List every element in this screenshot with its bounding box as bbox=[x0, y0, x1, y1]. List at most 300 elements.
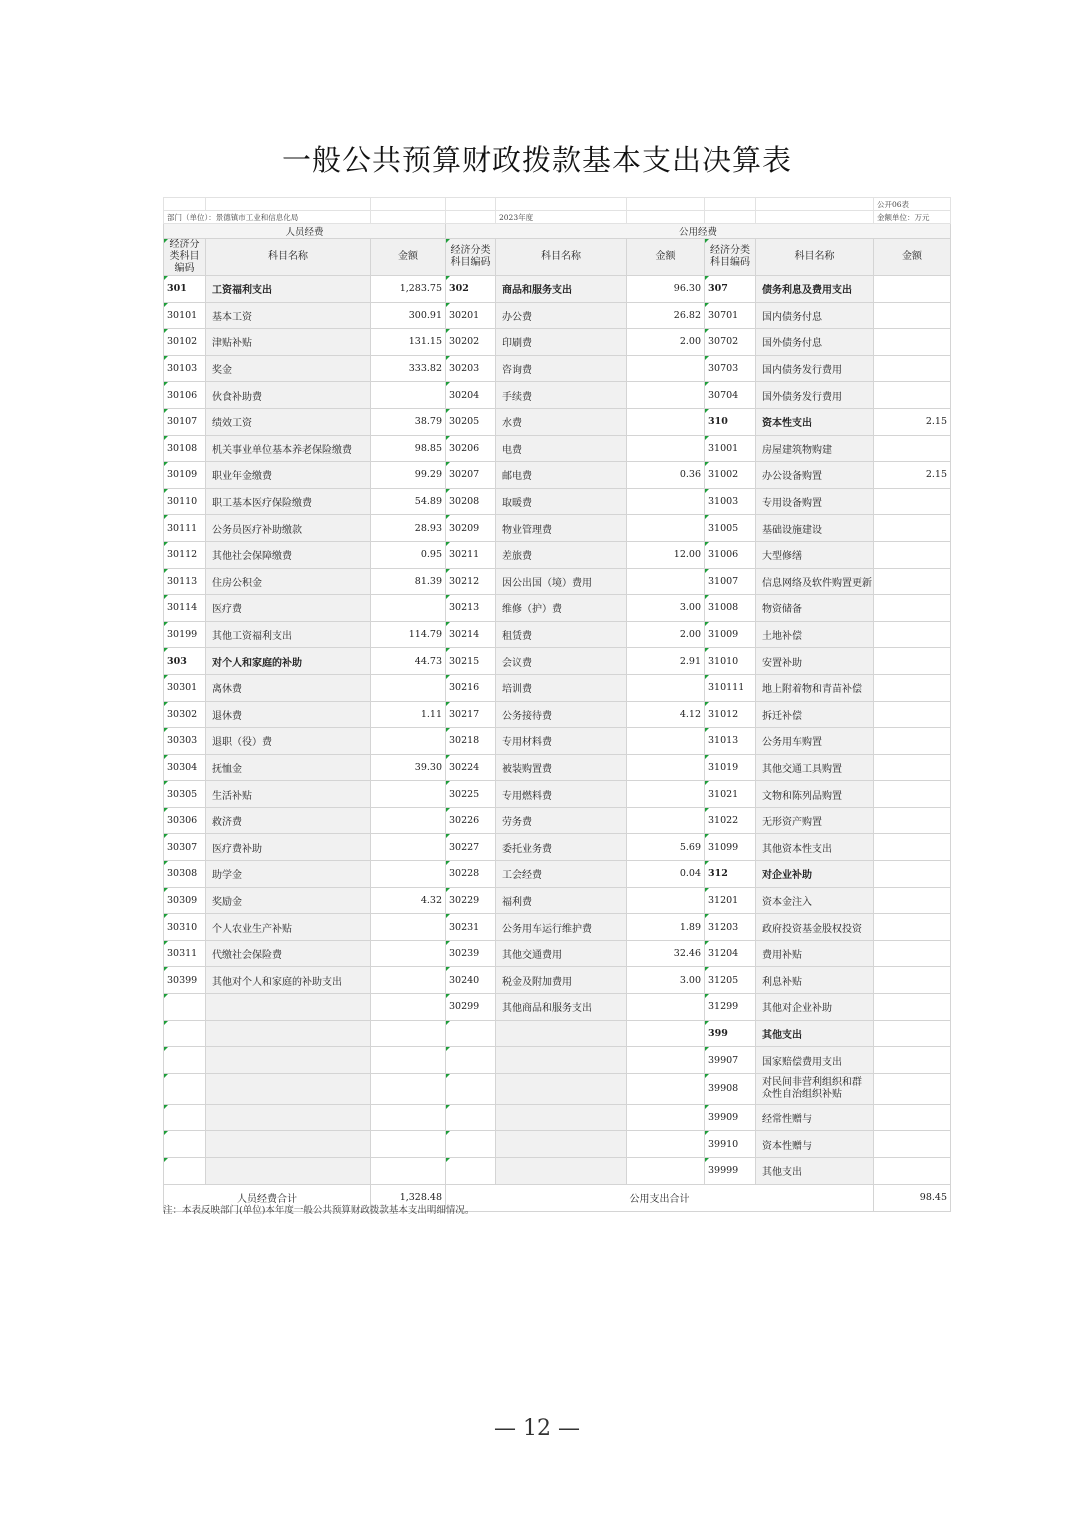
subject-cell-2: 会议费 bbox=[496, 648, 627, 675]
subject-cell-1: 职工基本医疗保险缴费 bbox=[206, 488, 371, 515]
code-cell-3: 31002 bbox=[705, 462, 756, 489]
amount-cell-2 bbox=[627, 1104, 705, 1131]
amount-cell-2 bbox=[627, 887, 705, 914]
subject-cell-2: 专用燃料费 bbox=[496, 781, 627, 808]
code-cell-1: 30399 bbox=[164, 967, 206, 994]
code-cell-1: 30199 bbox=[164, 621, 206, 648]
col-code-1: 经济分类科目编码 bbox=[164, 239, 206, 276]
subject-cell-3: 对民间非营利组织和群众性自治组织补贴 bbox=[756, 1073, 874, 1104]
amount-cell-3 bbox=[874, 648, 951, 675]
code-cell-3: 31001 bbox=[705, 435, 756, 462]
code-cell-1 bbox=[164, 1073, 206, 1104]
amount-cell-2 bbox=[627, 994, 705, 1021]
amount-cell-1 bbox=[371, 674, 446, 701]
subject-cell-2: 维修（护）费 bbox=[496, 595, 627, 622]
subject-cell-1: 个人农业生产补贴 bbox=[206, 914, 371, 941]
amount-cell-3 bbox=[874, 1047, 951, 1074]
subject-cell-3: 地上附着物和青苗补偿 bbox=[756, 674, 874, 701]
code-cell-2: 30207 bbox=[446, 462, 496, 489]
amount-cell-3 bbox=[874, 595, 951, 622]
code-cell-2: 30240 bbox=[446, 967, 496, 994]
code-cell-3: 31203 bbox=[705, 914, 756, 941]
code-cell-3: 31013 bbox=[705, 728, 756, 755]
amount-cell-1: 1,283.75 bbox=[371, 276, 446, 303]
amount-cell-2 bbox=[627, 382, 705, 409]
code-cell-2 bbox=[446, 1104, 496, 1131]
table-row bbox=[164, 887, 951, 914]
code-cell-3: 31007 bbox=[705, 568, 756, 595]
code-cell-3: 31299 bbox=[705, 994, 756, 1021]
year-label: 2023年度 bbox=[496, 211, 627, 224]
amount-cell-2: 5.69 bbox=[627, 834, 705, 861]
code-cell-1 bbox=[164, 1020, 206, 1047]
table-row bbox=[164, 515, 951, 542]
amount-cell-3 bbox=[874, 1020, 951, 1047]
code-cell-3: 31201 bbox=[705, 887, 756, 914]
code-cell-2: 30239 bbox=[446, 940, 496, 967]
page-number: — 12 — bbox=[494, 1416, 580, 1441]
table-row bbox=[164, 568, 951, 595]
code-cell-2: 30227 bbox=[446, 834, 496, 861]
subject-cell-1: 医疗费补助 bbox=[206, 834, 371, 861]
subject-cell-2 bbox=[496, 1047, 627, 1074]
table-row bbox=[164, 940, 951, 967]
subject-cell-2: 委托业务费 bbox=[496, 834, 627, 861]
code-cell-1: 30305 bbox=[164, 781, 206, 808]
code-cell-1: 30111 bbox=[164, 515, 206, 542]
amount-cell-1 bbox=[371, 994, 446, 1021]
code-cell-3: 31006 bbox=[705, 541, 756, 568]
code-cell-3: 310111 bbox=[705, 674, 756, 701]
code-cell-1: 30306 bbox=[164, 807, 206, 834]
subject-cell-3: 国外债务发行费用 bbox=[756, 382, 874, 409]
amount-cell-3 bbox=[874, 807, 951, 834]
code-cell-2: 30225 bbox=[446, 781, 496, 808]
subject-cell-2: 印刷费 bbox=[496, 329, 627, 356]
subject-cell-1: 生活补贴 bbox=[206, 781, 371, 808]
amount-cell-2 bbox=[627, 1020, 705, 1047]
subject-cell-1 bbox=[206, 1104, 371, 1131]
subject-cell-1: 公务员医疗补助缴款 bbox=[206, 515, 371, 542]
subject-cell-3: 债务利息及费用支出 bbox=[756, 276, 874, 303]
subject-cell-2: 福利费 bbox=[496, 887, 627, 914]
subject-cell-3: 公务用车购置 bbox=[756, 728, 874, 755]
code-cell-2: 30217 bbox=[446, 701, 496, 728]
subject-cell-3: 对企业补助 bbox=[756, 861, 874, 888]
code-cell-1 bbox=[164, 1104, 206, 1131]
amount-cell-1: 0.95 bbox=[371, 541, 446, 568]
subject-cell-1: 机关事业单位基本养老保险缴费 bbox=[206, 435, 371, 462]
amount-cell-1 bbox=[371, 807, 446, 834]
amount-cell-1 bbox=[371, 1047, 446, 1074]
col-name-1: 科目名称 bbox=[206, 239, 371, 276]
subject-cell-3: 基础设施建设 bbox=[756, 515, 874, 542]
subject-cell-3: 房屋建筑物购建 bbox=[756, 435, 874, 462]
subject-cell-1: 绩效工资 bbox=[206, 408, 371, 435]
amount-cell-3 bbox=[874, 781, 951, 808]
amount-cell-1: 44.73 bbox=[371, 648, 446, 675]
col-amount-2: 金额 bbox=[627, 239, 705, 276]
subject-cell-3: 其他支出 bbox=[756, 1158, 874, 1185]
subject-cell-1: 工资福利支出 bbox=[206, 276, 371, 303]
subject-cell-3: 信息网络及软件购置更新 bbox=[756, 568, 874, 595]
code-cell-2: 302 bbox=[446, 276, 496, 303]
subject-cell-1: 退职（役）费 bbox=[206, 728, 371, 755]
amount-cell-1: 114.79 bbox=[371, 621, 446, 648]
code-cell-3: 31003 bbox=[705, 488, 756, 515]
subject-cell-2: 办公费 bbox=[496, 302, 627, 329]
code-cell-1 bbox=[164, 1131, 206, 1158]
amount-cell-2: 2.00 bbox=[627, 621, 705, 648]
amount-cell-1: 81.39 bbox=[371, 568, 446, 595]
subject-cell-3: 国外债务付息 bbox=[756, 329, 874, 356]
subject-cell-1: 离休费 bbox=[206, 674, 371, 701]
amount-cell-3 bbox=[874, 1104, 951, 1131]
table-row bbox=[164, 781, 951, 808]
amount-cell-1: 131.15 bbox=[371, 329, 446, 356]
table-row bbox=[164, 435, 951, 462]
code-cell-2: 30212 bbox=[446, 568, 496, 595]
amount-cell-2: 1.89 bbox=[627, 914, 705, 941]
amount-cell-1 bbox=[371, 595, 446, 622]
amount-cell-1 bbox=[371, 728, 446, 755]
code-cell-1: 30103 bbox=[164, 355, 206, 382]
code-cell-3: 31205 bbox=[705, 967, 756, 994]
amount-cell-2 bbox=[627, 781, 705, 808]
subject-cell-2: 公务接待费 bbox=[496, 701, 627, 728]
amount-cell-2: 12.00 bbox=[627, 541, 705, 568]
code-cell-1: 30304 bbox=[164, 754, 206, 781]
code-cell-2: 30211 bbox=[446, 541, 496, 568]
amount-cell-3: 2.15 bbox=[874, 462, 951, 489]
subject-cell-3: 资本性支出 bbox=[756, 408, 874, 435]
department-label: 部门（单位）：景德镇市工业和信息化局 bbox=[164, 211, 371, 224]
amount-cell-2 bbox=[627, 754, 705, 781]
column-header-row bbox=[164, 239, 951, 276]
subject-cell-2: 咨询费 bbox=[496, 355, 627, 382]
amount-cell-3 bbox=[874, 382, 951, 409]
amount-cell-3 bbox=[874, 940, 951, 967]
table-row bbox=[164, 728, 951, 755]
code-cell-2: 30228 bbox=[446, 861, 496, 888]
group-personnel: 人员经费 bbox=[164, 224, 446, 239]
subject-cell-2: 因公出国（境）费用 bbox=[496, 568, 627, 595]
subject-cell-3: 国家赔偿费用支出 bbox=[756, 1047, 874, 1074]
amount-cell-3 bbox=[874, 302, 951, 329]
amount-cell-2: 4.12 bbox=[627, 701, 705, 728]
amount-cell-2 bbox=[627, 674, 705, 701]
code-cell-2 bbox=[446, 1158, 496, 1185]
subject-cell-1: 对个人和家庭的补助 bbox=[206, 648, 371, 675]
subject-cell-2: 公务用车运行维护费 bbox=[496, 914, 627, 941]
amount-cell-2 bbox=[627, 1073, 705, 1104]
code-cell-2: 30201 bbox=[446, 302, 496, 329]
code-cell-1 bbox=[164, 994, 206, 1021]
code-cell-1: 30311 bbox=[164, 940, 206, 967]
code-cell-1: 30307 bbox=[164, 834, 206, 861]
code-cell-2 bbox=[446, 1131, 496, 1158]
subject-cell-1: 津贴补贴 bbox=[206, 329, 371, 356]
amount-cell-3 bbox=[874, 541, 951, 568]
code-cell-1: 30302 bbox=[164, 701, 206, 728]
code-cell-2: 30204 bbox=[446, 382, 496, 409]
subject-cell-1: 伙食补助费 bbox=[206, 382, 371, 409]
subject-cell-1: 救济费 bbox=[206, 807, 371, 834]
amount-cell-1: 54.89 bbox=[371, 488, 446, 515]
code-cell-3: 312 bbox=[705, 861, 756, 888]
code-cell-2 bbox=[446, 1020, 496, 1047]
table-note: 注：本表反映部门(单位)本年度一般公共预算财政拨款基本支出明细情况。 bbox=[163, 1205, 475, 1216]
table-row bbox=[164, 1020, 951, 1047]
amount-cell-3 bbox=[874, 435, 951, 462]
code-cell-3: 39909 bbox=[705, 1104, 756, 1131]
subject-cell-2 bbox=[496, 1131, 627, 1158]
subject-cell-3: 拆迁补偿 bbox=[756, 701, 874, 728]
table-row bbox=[164, 994, 951, 1021]
subject-cell-3: 费用补贴 bbox=[756, 940, 874, 967]
subject-cell-3: 资本性赠与 bbox=[756, 1131, 874, 1158]
amount-cell-2: 3.00 bbox=[627, 595, 705, 622]
table-row bbox=[164, 621, 951, 648]
amount-cell-3 bbox=[874, 329, 951, 356]
personnel-total-label: 人员经费合计 bbox=[164, 1184, 371, 1211]
code-cell-2 bbox=[446, 1047, 496, 1074]
code-cell-3: 399 bbox=[705, 1020, 756, 1047]
code-cell-2: 30209 bbox=[446, 515, 496, 542]
subject-cell-2: 劳务费 bbox=[496, 807, 627, 834]
table-row bbox=[164, 701, 951, 728]
code-cell-3: 31005 bbox=[705, 515, 756, 542]
amount-cell-1: 300.91 bbox=[371, 302, 446, 329]
subject-cell-1: 其他工资福利支出 bbox=[206, 621, 371, 648]
code-cell-2: 30203 bbox=[446, 355, 496, 382]
subject-cell-3: 经常性赠与 bbox=[756, 1104, 874, 1131]
subject-cell-2: 取暖费 bbox=[496, 488, 627, 515]
subject-cell-1 bbox=[206, 1131, 371, 1158]
personnel-total-amount: 1,328.48 bbox=[371, 1184, 446, 1211]
amount-cell-1 bbox=[371, 382, 446, 409]
subject-cell-3: 国内债务发行费用 bbox=[756, 355, 874, 382]
amount-cell-2 bbox=[627, 807, 705, 834]
amount-cell-2 bbox=[627, 408, 705, 435]
subject-cell-1: 住房公积金 bbox=[206, 568, 371, 595]
table-row bbox=[164, 834, 951, 861]
subject-cell-2 bbox=[496, 1073, 627, 1104]
table-row bbox=[164, 595, 951, 622]
code-cell-3: 31021 bbox=[705, 781, 756, 808]
subject-cell-1: 奖励金 bbox=[206, 887, 371, 914]
amount-cell-2 bbox=[627, 515, 705, 542]
amount-cell-1 bbox=[371, 1131, 446, 1158]
amount-cell-3 bbox=[874, 914, 951, 941]
code-cell-3: 31012 bbox=[705, 701, 756, 728]
amount-cell-2 bbox=[627, 1047, 705, 1074]
code-cell-1: 30110 bbox=[164, 488, 206, 515]
amount-cell-3 bbox=[874, 1073, 951, 1104]
unit-label: 金额单位：万元 bbox=[874, 211, 951, 224]
code-cell-1: 30309 bbox=[164, 887, 206, 914]
code-cell-2: 30206 bbox=[446, 435, 496, 462]
amount-cell-1 bbox=[371, 861, 446, 888]
subject-cell-1: 奖金 bbox=[206, 355, 371, 382]
code-cell-2: 30224 bbox=[446, 754, 496, 781]
code-cell-3: 307 bbox=[705, 276, 756, 303]
subject-cell-3: 资本金注入 bbox=[756, 887, 874, 914]
amount-cell-1: 39.30 bbox=[371, 754, 446, 781]
amount-cell-2 bbox=[627, 488, 705, 515]
amount-cell-2: 0.36 bbox=[627, 462, 705, 489]
code-cell-1: 30112 bbox=[164, 541, 206, 568]
code-cell-2: 30218 bbox=[446, 728, 496, 755]
subject-cell-2: 其他商品和服务支出 bbox=[496, 994, 627, 1021]
code-cell-1: 30107 bbox=[164, 408, 206, 435]
code-cell-1: 30113 bbox=[164, 568, 206, 595]
code-cell-3: 31022 bbox=[705, 807, 756, 834]
amount-cell-3 bbox=[874, 488, 951, 515]
code-cell-1: 30101 bbox=[164, 302, 206, 329]
code-cell-1: 30114 bbox=[164, 595, 206, 622]
code-cell-3: 30701 bbox=[705, 302, 756, 329]
amount-cell-2 bbox=[627, 1131, 705, 1158]
amount-cell-1: 28.93 bbox=[371, 515, 446, 542]
subject-cell-1: 医疗费 bbox=[206, 595, 371, 622]
table-row bbox=[164, 1104, 951, 1131]
code-cell-3: 30703 bbox=[705, 355, 756, 382]
subject-cell-2 bbox=[496, 1158, 627, 1185]
code-cell-2: 30202 bbox=[446, 329, 496, 356]
code-cell-3: 31009 bbox=[705, 621, 756, 648]
code-cell-2: 30299 bbox=[446, 994, 496, 1021]
subject-cell-3: 办公设备购置 bbox=[756, 462, 874, 489]
amount-cell-1 bbox=[371, 914, 446, 941]
amount-cell-1 bbox=[371, 1104, 446, 1131]
subject-cell-3: 其他支出 bbox=[756, 1020, 874, 1047]
table-row bbox=[164, 1131, 951, 1158]
code-cell-1: 30303 bbox=[164, 728, 206, 755]
public-total-amount: 98.45 bbox=[874, 1184, 951, 1211]
amount-cell-3 bbox=[874, 674, 951, 701]
code-cell-3: 39908 bbox=[705, 1073, 756, 1104]
col-name-3: 科目名称 bbox=[756, 239, 874, 276]
amount-cell-3 bbox=[874, 701, 951, 728]
amount-cell-1 bbox=[371, 834, 446, 861]
amount-cell-1 bbox=[371, 1020, 446, 1047]
code-cell-2: 30216 bbox=[446, 674, 496, 701]
amount-cell-3: 2.15 bbox=[874, 408, 951, 435]
subject-cell-3: 利息补贴 bbox=[756, 967, 874, 994]
amount-cell-3 bbox=[874, 728, 951, 755]
code-cell-3: 30704 bbox=[705, 382, 756, 409]
amount-cell-1: 4.32 bbox=[371, 887, 446, 914]
table-row bbox=[164, 1073, 951, 1104]
subject-cell-3: 其他资本性支出 bbox=[756, 834, 874, 861]
subject-cell-1: 其他社会保障缴费 bbox=[206, 541, 371, 568]
code-cell-3: 31019 bbox=[705, 754, 756, 781]
subject-cell-2: 专用材料费 bbox=[496, 728, 627, 755]
page-title: 一般公共预算财政拨款基本支出决算表 bbox=[281, 143, 792, 177]
amount-cell-3 bbox=[874, 834, 951, 861]
col-code-2: 经济分类科目编码 bbox=[446, 239, 496, 276]
table-row bbox=[164, 488, 951, 515]
meta-row-2 bbox=[164, 211, 951, 224]
table-row bbox=[164, 302, 951, 329]
code-cell-1 bbox=[164, 1158, 206, 1185]
code-cell-3: 39910 bbox=[705, 1131, 756, 1158]
code-cell-2: 30208 bbox=[446, 488, 496, 515]
amount-cell-3 bbox=[874, 994, 951, 1021]
amount-cell-2 bbox=[627, 435, 705, 462]
code-cell-1: 30308 bbox=[164, 861, 206, 888]
subject-cell-2: 租赁费 bbox=[496, 621, 627, 648]
code-cell-3: 30702 bbox=[705, 329, 756, 356]
code-cell-2: 30214 bbox=[446, 621, 496, 648]
subject-cell-1 bbox=[206, 1047, 371, 1074]
amount-cell-1 bbox=[371, 1073, 446, 1104]
table-row bbox=[164, 541, 951, 568]
subject-cell-2: 工会经费 bbox=[496, 861, 627, 888]
amount-cell-3 bbox=[874, 515, 951, 542]
amount-cell-2: 3.00 bbox=[627, 967, 705, 994]
code-cell-3: 31204 bbox=[705, 940, 756, 967]
table-row bbox=[164, 1047, 951, 1074]
amount-cell-2: 2.91 bbox=[627, 648, 705, 675]
subject-cell-2: 物业管理费 bbox=[496, 515, 627, 542]
amount-cell-1: 1.11 bbox=[371, 701, 446, 728]
table-row bbox=[164, 861, 951, 888]
subject-cell-1: 退休费 bbox=[206, 701, 371, 728]
amount-cell-1: 99.29 bbox=[371, 462, 446, 489]
amount-cell-1 bbox=[371, 967, 446, 994]
amount-cell-2: 32.46 bbox=[627, 940, 705, 967]
code-cell-3: 31010 bbox=[705, 648, 756, 675]
amount-cell-3 bbox=[874, 887, 951, 914]
subject-cell-3: 大型修缮 bbox=[756, 541, 874, 568]
code-cell-3: 31099 bbox=[705, 834, 756, 861]
code-cell-1 bbox=[164, 1047, 206, 1074]
subject-cell-1: 职业年金缴费 bbox=[206, 462, 371, 489]
amount-cell-3 bbox=[874, 568, 951, 595]
code-cell-3: 39907 bbox=[705, 1047, 756, 1074]
table-row bbox=[164, 967, 951, 994]
table-row bbox=[164, 914, 951, 941]
table-row bbox=[164, 674, 951, 701]
col-name-2: 科目名称 bbox=[496, 239, 627, 276]
amount-cell-3 bbox=[874, 1131, 951, 1158]
amount-cell-2 bbox=[627, 355, 705, 382]
amount-cell-2: 0.04 bbox=[627, 861, 705, 888]
subject-cell-3: 土地补偿 bbox=[756, 621, 874, 648]
code-cell-1: 30108 bbox=[164, 435, 206, 462]
subject-cell-2 bbox=[496, 1104, 627, 1131]
amount-cell-3 bbox=[874, 276, 951, 303]
amount-cell-2: 26.82 bbox=[627, 302, 705, 329]
subject-cell-2: 培训费 bbox=[496, 674, 627, 701]
amount-cell-3 bbox=[874, 1158, 951, 1185]
code-cell-2: 30213 bbox=[446, 595, 496, 622]
form-number: 公开06表 bbox=[874, 198, 951, 211]
code-cell-1: 30310 bbox=[164, 914, 206, 941]
code-cell-2: 30215 bbox=[446, 648, 496, 675]
amount-cell-3 bbox=[874, 621, 951, 648]
amount-cell-1 bbox=[371, 940, 446, 967]
subject-cell-3: 文物和陈列品购置 bbox=[756, 781, 874, 808]
subject-cell-2: 其他交通费用 bbox=[496, 940, 627, 967]
subject-cell-3: 无形资产购置 bbox=[756, 807, 874, 834]
code-cell-1: 30301 bbox=[164, 674, 206, 701]
code-cell-1: 30106 bbox=[164, 382, 206, 409]
subject-cell-2: 差旅费 bbox=[496, 541, 627, 568]
code-cell-2: 30226 bbox=[446, 807, 496, 834]
